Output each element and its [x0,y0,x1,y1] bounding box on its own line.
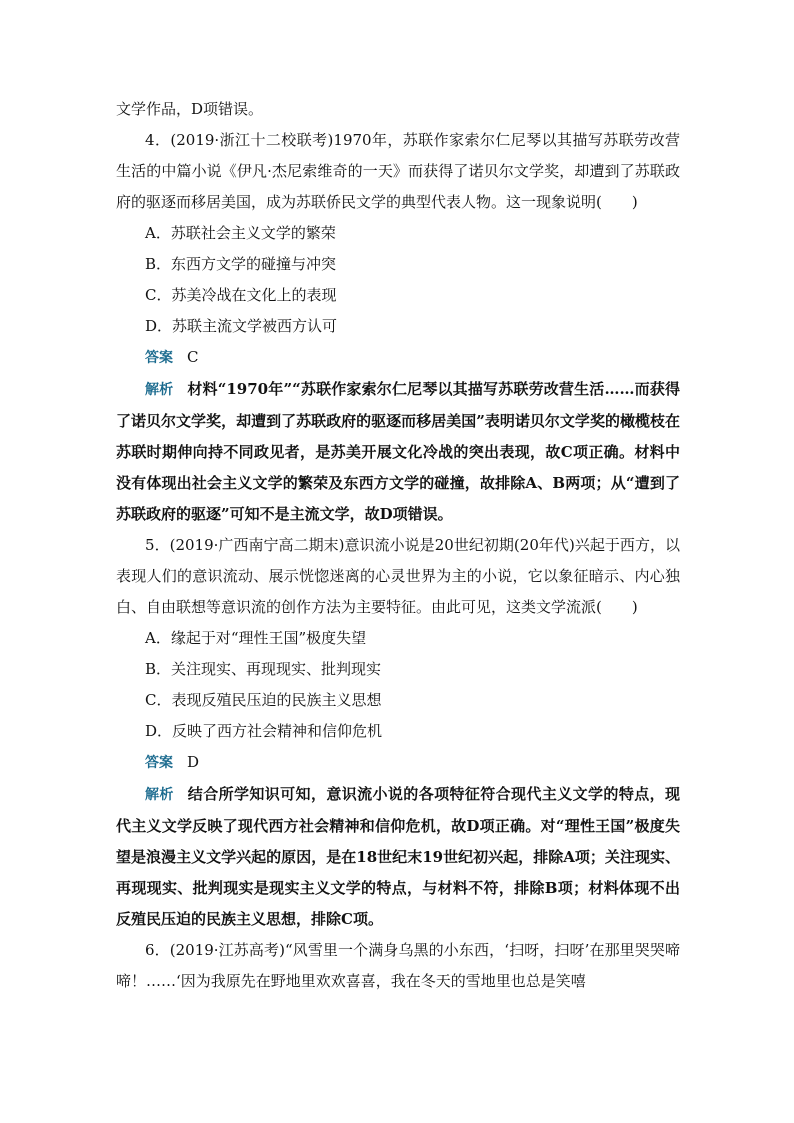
answer-value: C [187,348,199,366]
answer-value: D [187,753,200,771]
option-a: A．缘起于对“理性王国”极度失望 [145,629,367,647]
question-stem: 意识流小说是20世纪初期(20年代)兴起于西方，以表现人们的意识流动、展示恍惚迷离的心灵世界为主的小说，它以象征暗示、内心独白、自由联想等意识流的创作方法为主要特征。由此可见，这类文学流派( ) [116,536,680,616]
analysis-label: 解析 [145,382,174,398]
analysis-label: 解析 [145,787,174,803]
question-6 [116,935,680,997]
question-source: (2019·江苏高考) [169,941,285,959]
question-number: 4． [145,131,171,149]
option-c: C．表现反殖民压迫的民族主义思想 [145,691,382,709]
document-content [116,94,680,997]
option-a: A．苏联社会主义文学的繁荣 [145,224,336,242]
answer-line [116,342,680,374]
option-b: B．关注现实、再现现实、批判现实 [145,660,382,678]
option-c: C．苏美冷战在文化上的表现 [145,286,337,304]
analysis-paragraph [116,374,680,530]
analysis-paragraph [116,779,680,935]
question-source: (2019·广西南宁高二期末) [169,536,345,554]
answer-label: 答案 [145,350,173,366]
option-b: B．东西方文学的碰撞与冲突 [145,255,337,273]
paragraph-continuation: 文学作品，D项错误。 [116,100,264,118]
question-source: (2019·浙江十二校联考) [170,131,334,149]
question-5 [116,530,680,623]
question-stem: “风雪里一个满身乌黑的小东西，‘扫呀，扫呀’在那里哭哭啼啼！……‘因为我原先在野地里欢欢喜喜，我在冬天的雪地里也总是笑嘻 [116,941,681,990]
question-stem: 1970年，苏联作家索尔仁尼琴以其描写苏联劳改营生活的中篇小说《伊凡·杰尼索维奇的一天》而获得了诺贝尔文学奖，却遭到了苏联政府的驱逐而移居美国，成为苏联侨民文学的典型代表人物。这一现象说明( ) [116,131,680,211]
question-number: 5． [145,536,170,554]
option-d: D．反映了西方社会精神和信仰危机 [145,722,383,740]
question-4 [116,125,680,218]
question-number: 6． [145,941,170,959]
analysis-text: 结合所学知识可知，意识流小说的各项特征符合现代主义文学的特点，现代主义文学反映了现代西方社会精神和信仰危机，故D项正确。对“理性王国”极度失望是浪漫主义文学兴起的原因，是在18世纪末19世纪初兴起，排除A项；关注现实、再现现实、批判现实是现实主义文学的特点，与材料不符，排除B项；材料体现不出反殖民压迫的民族主义思想，排除C项。 [116,785,680,928]
option-d: D．苏联主流文学被西方认可 [145,317,338,335]
analysis-text: 材料“1970年”“苏联作家索尔仁尼琴以其描写苏联劳改营生活……而获得了诺贝尔文学奖，却遭到了苏联政府的驱逐而移居美国”表明诺贝尔文学奖的橄榄枝在苏联时期伸向持不同政见者，是苏美开展文化冷战的突出表现，故C项正确。材料中没有体现出社会主义文学的繁荣及东西方文学的碰撞，故排除A、B两项；从“遭到了苏联政府的驱逐”可知不是主流文学，故D项错误。 [116,380,680,523]
answer-label: 答案 [145,755,173,771]
answer-line [116,747,680,779]
